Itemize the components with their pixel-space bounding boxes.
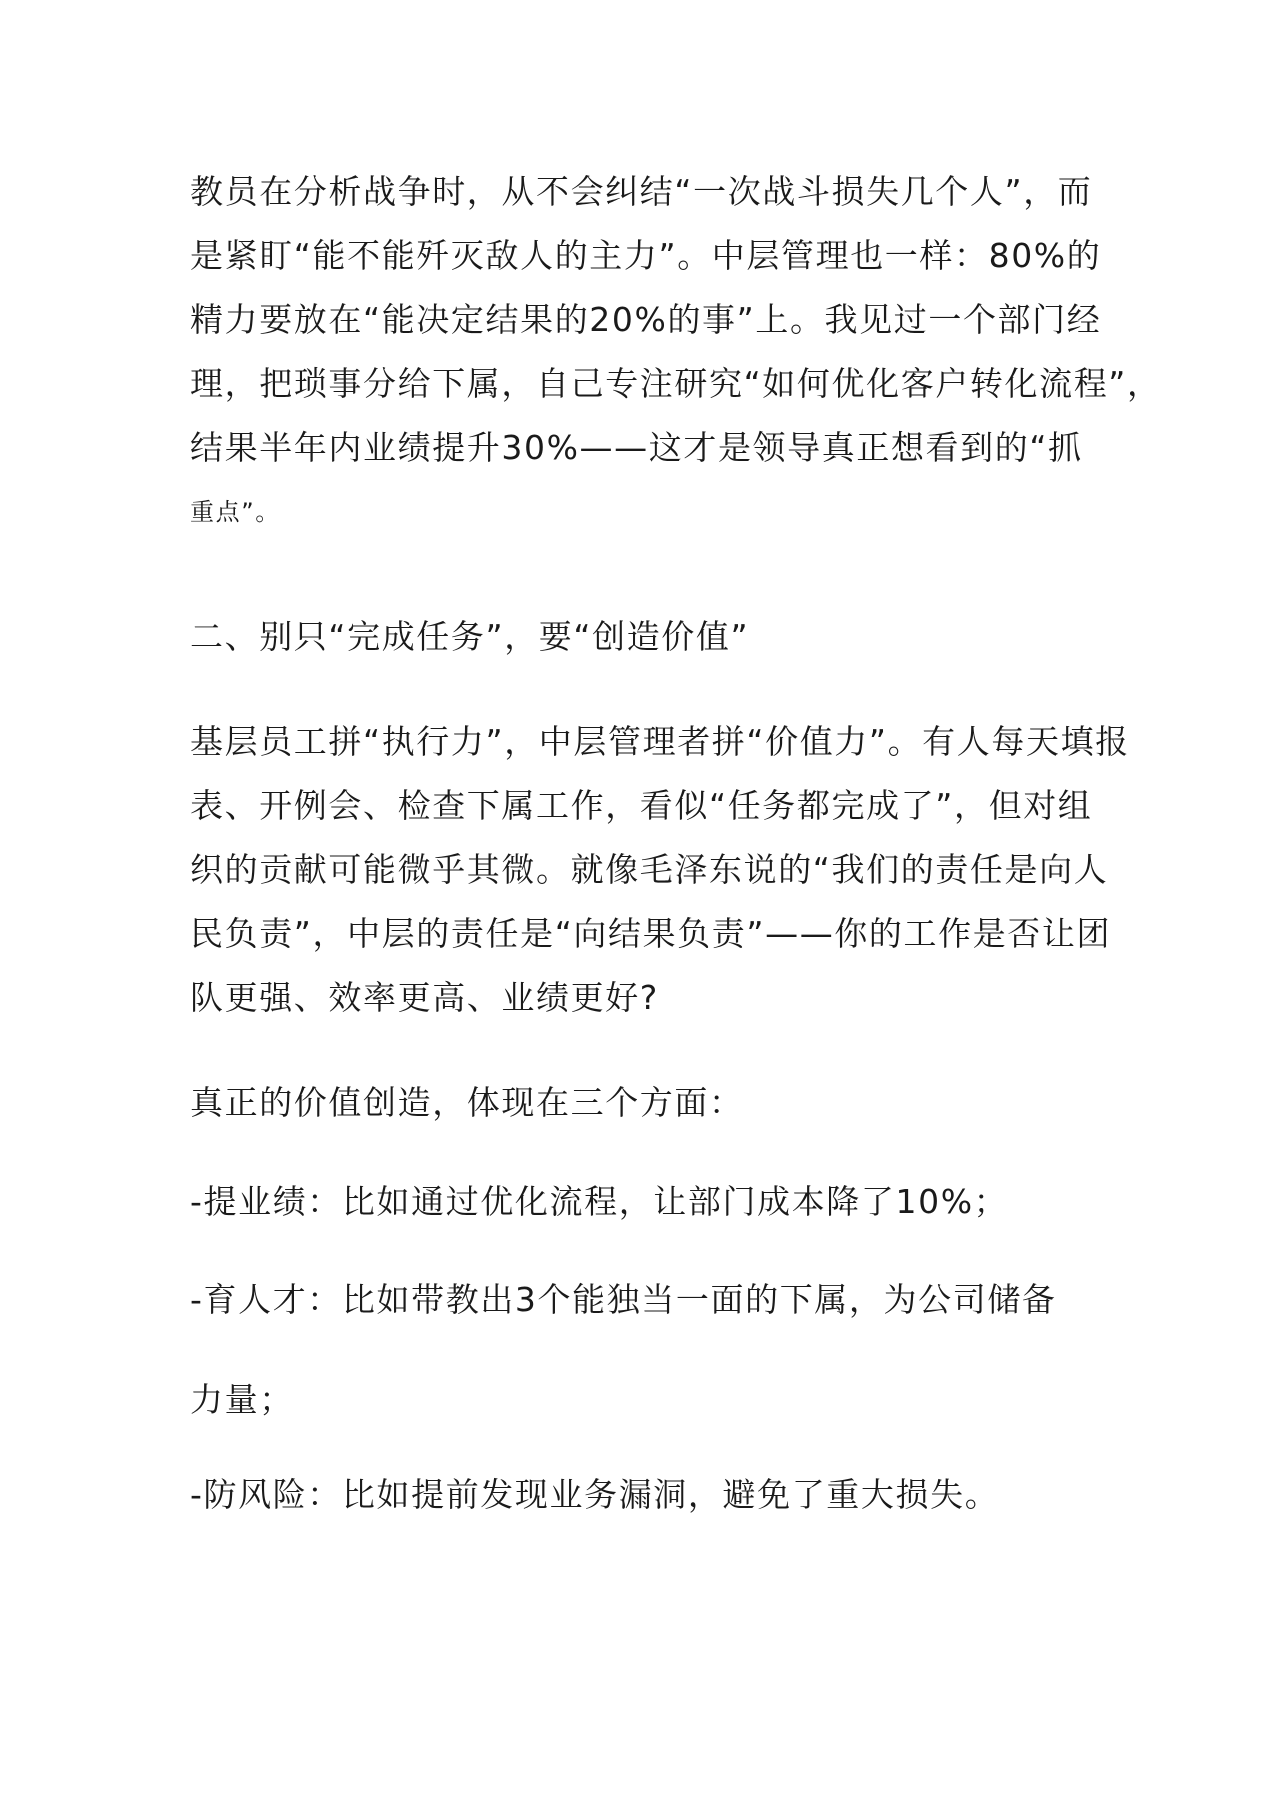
paragraph-1-line-3: 精力要放在“能决定结果的20%的事”上。我见过一个部门经	[190, 300, 1102, 339]
section-heading: 二、别只“完成任务”，要“创造价值”	[190, 617, 750, 656]
bullet-talent-continued: 力量；	[190, 1380, 294, 1419]
bullet-performance: -提业绩：比如通过优化流程，让部门成本降了10%；	[190, 1182, 1009, 1221]
bullet-risk: -防风险：比如提前发现业务漏洞，避免了重大损失。	[190, 1475, 1000, 1514]
paragraph-2-line-4: 民负责”，中层的责任是“向结果负责”——你的工作是否让团	[190, 914, 1112, 953]
paragraph-2-line-1: 基层员工拼“执行力”，中层管理者拼“价值力”。有人每天填报	[190, 722, 1130, 761]
paragraph-2-line-2: 表、开例会、检查下属工作，看似“任务都完成了”，但对组	[190, 786, 1093, 825]
paragraph-2-line-3: 织的贡献可能微乎其微。就像毛泽东说的“我们的责任是向人	[190, 850, 1109, 889]
paragraph-1-line-6: 重点”。	[190, 498, 281, 526]
paragraph-1-line-2: 是紧盯“能不能歼灭敌人的主力”。中层管理也一样：80%的	[190, 236, 1102, 275]
bullet-talent: -育人才：比如带教出3个能独当一面的下属，为公司储备	[190, 1280, 1057, 1319]
paragraph-2-line-5: 队更强、效率更高、业绩更好?	[190, 978, 659, 1017]
paragraph-1-line-1: 教员在分析战争时，从不会纠结“一次战斗损失几个人”，而	[190, 172, 1093, 211]
paragraph-1-line-5: 结果半年内业绩提升30%——这才是领导真正想看到的“抓	[190, 428, 1083, 467]
paragraph-1-line-4: 理，把琐事分给下属，自己专注研究“如何优化客户转化流程”，	[190, 364, 1162, 403]
value-intro: 真正的价值创造，体现在三个方面：	[190, 1083, 744, 1122]
